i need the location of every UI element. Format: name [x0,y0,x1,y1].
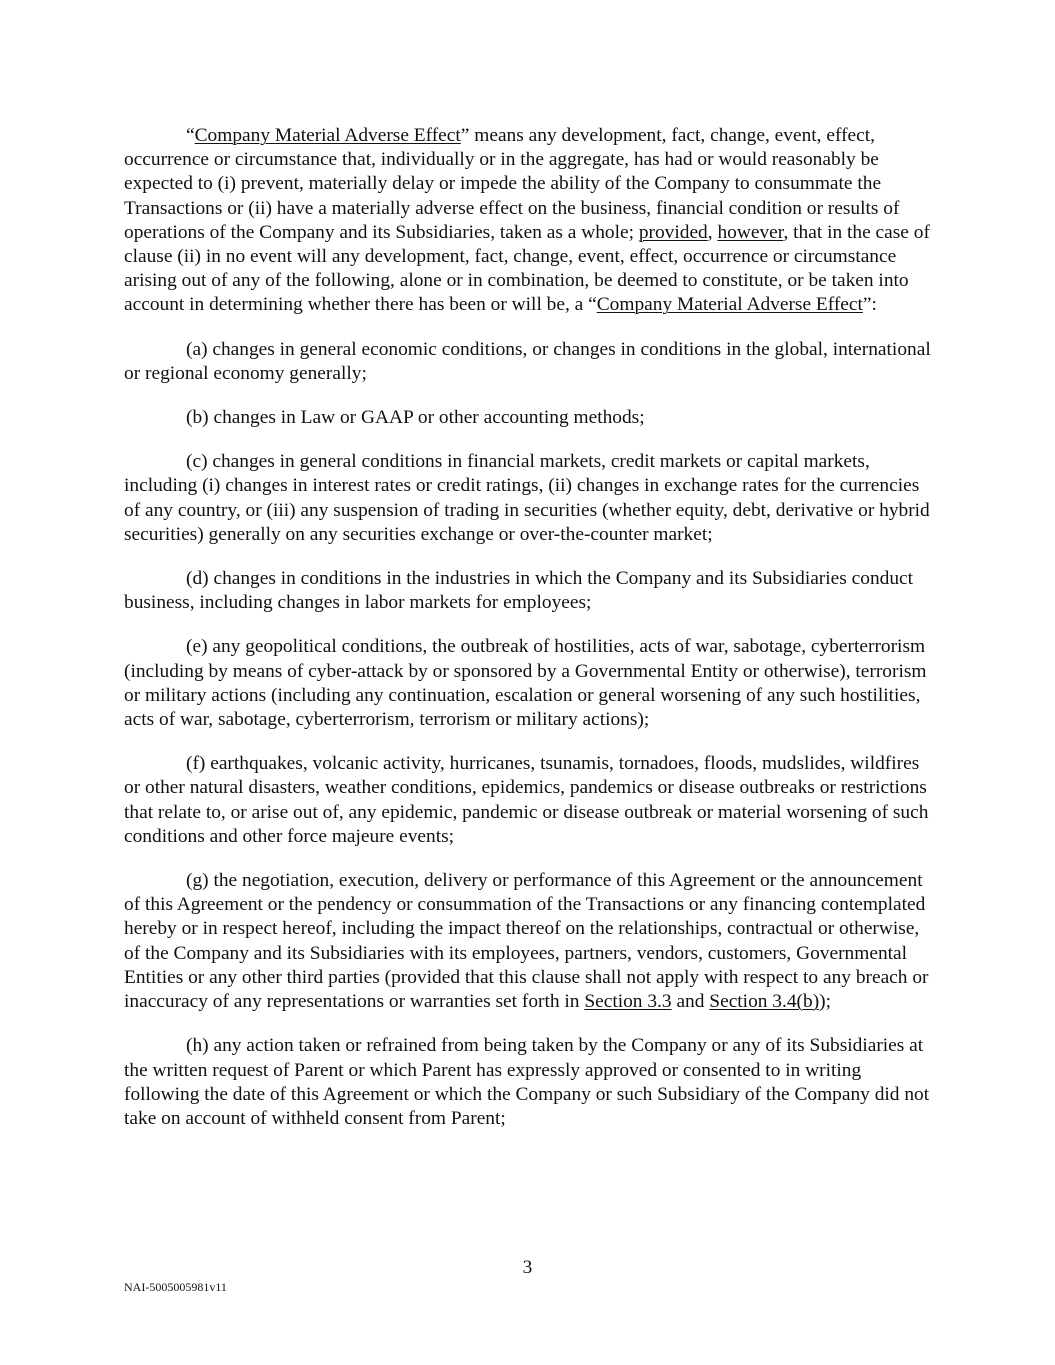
clause-g-text: (g) the negotiation, execution, delivery or performance of this Agreement or the announcement of this Agreement or the pendency or consummation of the Transactions or any financing contemplated hereby or in respect hereof, including the impact thereof on the relationships, contractual or otherwise, of the Company and its Subsidiaries with its employees, partners, vendors, customers, Governmental Entities or any other third parties (provided that this clause shall not apply with respect to any breach or inaccuracy of any representations or warranties set forth in [124,870,929,1013]
defined-term-repeat: Company Material Adverse Effect [596,294,863,316]
provided-term: provided [638,221,708,243]
clause-h: (h) any action taken or refrained from being taken by the Company or any of its Subsidiaries at the written request of Parent or which Parent has expressly approved or consented to in writing following the date of this Agreement or which the Company or such Subsidiary of the Company did not take on account of withheld consent from Parent; [124,1035,930,1129]
clause-b: (b) changes in Law or GAAP or other accounting methods; [186,407,645,429]
clause-g-and: and [671,991,710,1013]
page-number: 3 [522,1257,533,1278]
open-quote: “ [186,125,195,146]
comma: , [707,221,718,243]
clause-g-end: ); [819,991,832,1013]
clause-a: (a) changes in general economic conditions, or changes in conditions in the global, international or regional economy generally; [124,338,931,384]
clause-e: (e) any geopolitical conditions, the outbreak of hostilities, acts of war, sabotage, cyberterrorism (including by means of cyber-attack by or sponsored by a Governmental Entity or otherwise), terrorism or military actions (including any continuation, escalation or general worsening of any such hostilities, acts of war, sabotage, cyberterrorism, terrorism or military actions); [124,636,927,731]
definition-text-2: , that in the case of clause (ii) in no event will any development, fact, change, event, effect, occurrence or circumstance arising out of any of the following, alone or in combination, be deemed to constitute, or be taken into account in determining whether there has been or will be, a “ [124,221,930,316]
clause-d: (d) changes in conditions in the industries in which the Company and its Subsidiaries conduct business, including changes in labor markets for employees; [124,568,914,614]
document-page [124,124,936,1151]
however-term: however [717,221,784,243]
definition-close: ”: [862,294,877,316]
definition-paragraph [124,124,936,318]
document-id: NAI-5005005981v11 [124,1280,227,1294]
section-3-3-reference: Section 3.3 [584,991,672,1013]
clause-c: (c) changes in general conditions in financial markets, credit markets or capital markets, including (i) changes in interest rates or credit ratings, (ii) changes in exchange rates for the currencies of any country, or (iii) any suspension of trading in securities (whether equity, debt, derivative or hybrid securities) generally on any securities exchange or over-the-counter market; [124,451,930,545]
clause-g [124,869,936,1014]
definition-text-1: ” means any development, fact, change, event, effect, occurrence or circumstance that, individually or in the aggregate, has had or would reasonably be expected to (i) prevent, materially delay or impede the ability of the Company to consummate the Transactions or (ii) have a materially adverse effect on the business, financial condition or results of operations of the Company and its Subsidiaries, taken as a whole; [124,125,900,243]
section-3-4b-reference: Section 3.4(b) [709,991,820,1013]
defined-term: Company Material Adverse Effect [194,125,461,146]
clause-f: (f) earthquakes, volcanic activity, hurricanes, tsunamis, tornadoes, floods, mudslides, wildfires or other natural disasters, weather conditions, epidemics, pandemics or disease outbreaks or restrictions that relate to, or arise out of, any epidemic, pandemic or disease outbreak or material worsening of such conditions and other force majeure events; [124,753,929,847]
